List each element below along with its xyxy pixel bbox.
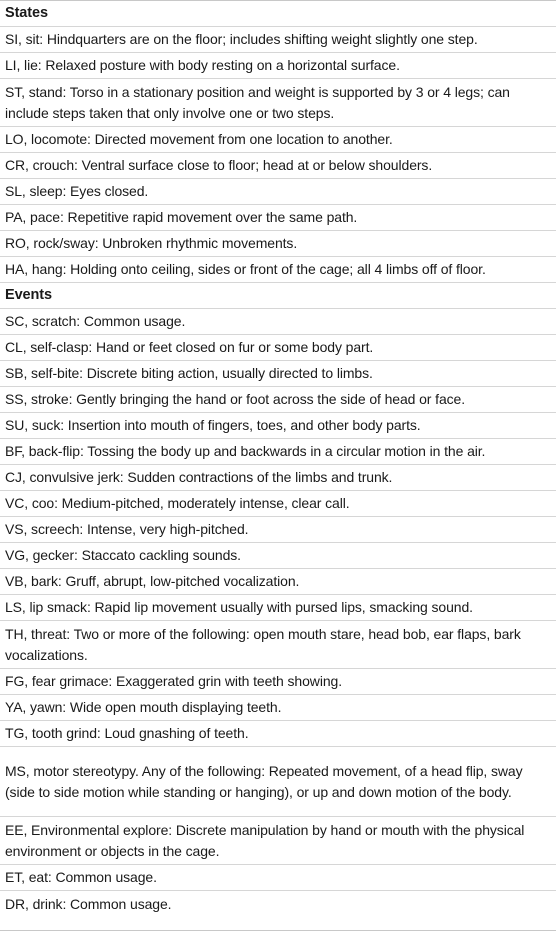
behavior-definition: MS, motor stereotypy. Any of the following: Repeated movement, of a head flip, sway (side to side motion while standing or hanging), or up and down motion of the body.	[5, 762, 523, 800]
behavior-definition: SU, suck: Insertion into mouth of fingers, toes, and other body parts.	[5, 417, 421, 433]
behavior-definition: VS, screech: Intense, very high-pitched.	[5, 521, 249, 537]
table-row	[0, 747, 556, 817]
events-heading	[0, 283, 556, 309]
states-heading-text: States	[5, 5, 48, 21]
table-row	[0, 361, 556, 387]
table-row	[0, 127, 556, 153]
behavior-definition: EE, Environmental explore: Discrete manipulation by hand or mouth with the physical environment or objects in the cage.	[5, 821, 525, 859]
table-row	[0, 865, 556, 891]
behavior-definition: ST, stand: Torso in a stationary position and weight is supported by 3 or 4 legs; can include steps taken that only involve one or two steps.	[5, 83, 510, 121]
behavior-definition: ET, eat: Common usage.	[5, 869, 157, 885]
table-row	[0, 231, 556, 257]
behavior-definition: CR, crouch: Ventral surface close to floor; head at or below shoulders.	[5, 157, 433, 173]
behavior-definition: LS, lip smack: Rapid lip movement usually with pursed lips, smacking sound.	[5, 599, 473, 615]
behavior-definition: TG, tooth grind: Loud gnashing of teeth.	[5, 725, 249, 741]
behavior-definition: LO, locomote: Directed movement from one location to another.	[5, 131, 393, 147]
table-row	[0, 53, 556, 79]
table-row	[0, 621, 556, 669]
behavior-definition: SB, self-bite: Discrete biting action, usually directed to limbs.	[5, 365, 373, 381]
behavior-definition: FG, fear grimace: Exaggerated grin with teeth showing.	[5, 673, 342, 689]
table-row	[0, 817, 556, 865]
table-row	[0, 413, 556, 439]
table-row	[0, 695, 556, 721]
table-row	[0, 439, 556, 465]
behavior-definition: YA, yawn: Wide open mouth displaying teeth.	[5, 699, 282, 715]
states-heading	[0, 1, 556, 27]
behavior-definition: TH, threat: Two or more of the following: open mouth stare, head bob, ear flaps, bark vocalizations.	[5, 625, 521, 663]
table-row	[0, 257, 556, 283]
table-row	[0, 309, 556, 335]
table-row	[0, 669, 556, 695]
behavior-definition: SI, sit: Hindquarters are on the floor; includes shifting weight slightly one step.	[5, 31, 478, 47]
behavior-definition: VB, bark: Gruff, abrupt, low-pitched vocalization.	[5, 573, 300, 589]
behavior-definition: SC, scratch: Common usage.	[5, 313, 186, 329]
behavior-definition: VG, gecker: Staccato cackling sounds.	[5, 547, 241, 563]
table-row	[0, 595, 556, 621]
table-row	[0, 27, 556, 53]
behavior-definition: RO, rock/sway: Unbroken rhythmic movements.	[5, 235, 298, 251]
behavior-definition: LI, lie: Relaxed posture with body resting on a horizontal surface.	[5, 57, 400, 73]
table-row	[0, 491, 556, 517]
behavior-definition: CL, self-clasp: Hand or feet closed on fur or some body part.	[5, 339, 374, 355]
events-heading-text: Events	[5, 287, 52, 303]
table-row	[0, 543, 556, 569]
table-row	[0, 465, 556, 491]
behavior-definition: CJ, convulsive jerk: Sudden contractions of the limbs and trunk.	[5, 469, 393, 485]
behavior-definition: BF, back-flip: Tossing the body up and backwards in a circular motion in the air.	[5, 443, 486, 459]
table-row	[0, 891, 556, 917]
behavior-definition: VC, coo: Medium-pitched, moderately intense, clear call.	[5, 495, 350, 511]
behavior-definition: HA, hang: Holding onto ceiling, sides or front of the cage; all 4 limbs off of floor.	[5, 261, 486, 277]
table-row	[0, 335, 556, 361]
behavior-definition: DR, drink: Common usage.	[5, 895, 172, 912]
table-row	[0, 387, 556, 413]
table-row	[0, 205, 556, 231]
table-row	[0, 569, 556, 595]
table-row	[0, 179, 556, 205]
behavior-definition: PA, pace: Repetitive rapid movement over the same path.	[5, 209, 358, 225]
table-row	[0, 153, 556, 179]
table-row	[0, 79, 556, 127]
table-row	[0, 517, 556, 543]
behavior-definition: SS, stroke: Gently bringing the hand or foot across the side of head or face.	[5, 391, 466, 407]
behavior-definition: SL, sleep: Eyes closed.	[5, 183, 149, 199]
table-row	[0, 721, 556, 747]
